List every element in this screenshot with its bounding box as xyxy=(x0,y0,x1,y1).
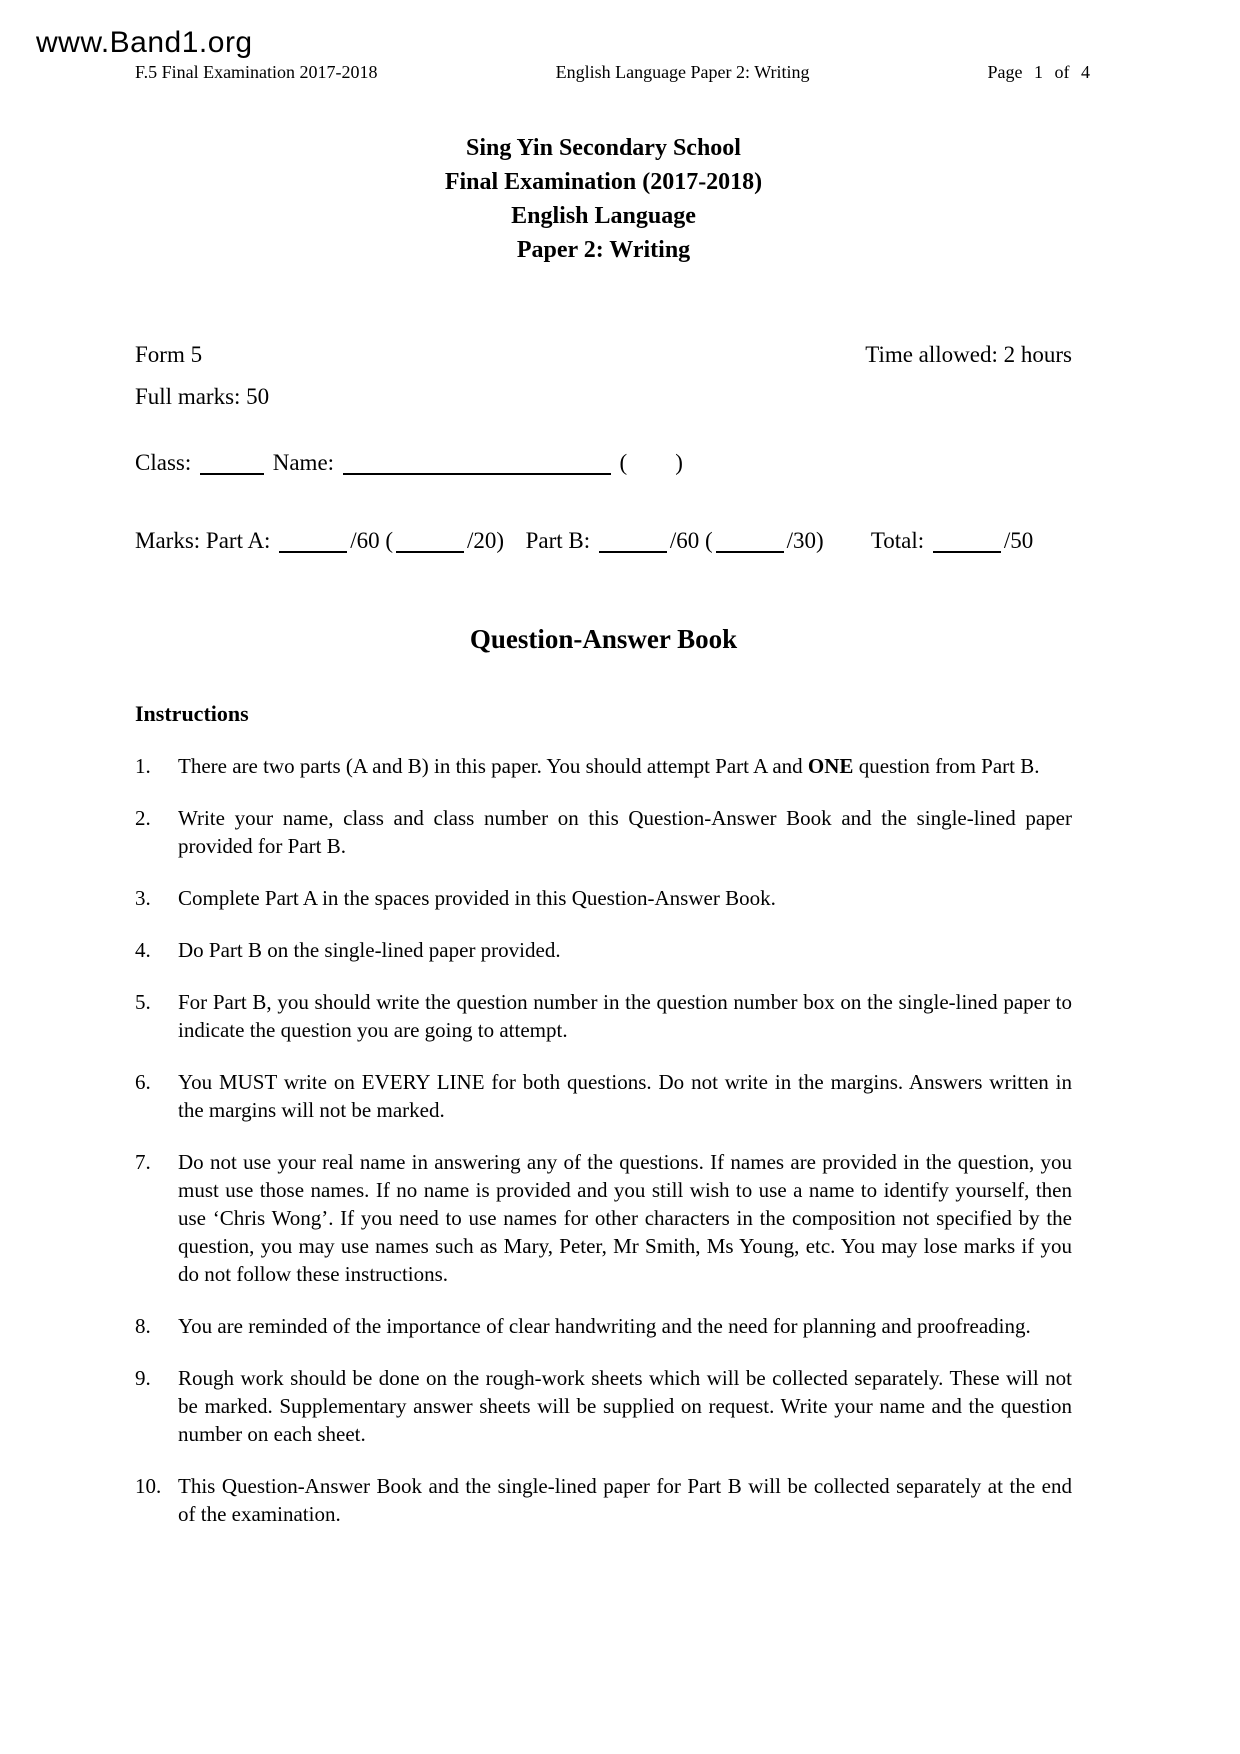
item-number: 3. xyxy=(135,886,151,910)
instruction-item-7 xyxy=(135,1148,1072,1288)
part-b-per60: /60 ( xyxy=(669,528,713,553)
item-text: You are reminded of the importance of clear handwriting and the need for planning and proofreading. xyxy=(178,1314,1031,1338)
part-b-mark-blank xyxy=(599,528,667,553)
item-number: 8. xyxy=(135,1314,151,1338)
class-number-paren-open: ( xyxy=(619,450,628,475)
part-b-per30: /30) xyxy=(786,528,824,553)
item-number: 5. xyxy=(135,990,151,1014)
class-blank-field xyxy=(200,450,264,475)
item-text: You MUST write on EVERY LINE for both questions. Do not write in the margins. Answers written in the margins will not be marked. xyxy=(178,1070,1072,1122)
marks-part-a-label: Marks: Part A: xyxy=(135,528,271,553)
site-watermark: www.Band1.org xyxy=(36,26,253,59)
class-number-paren-close: ) xyxy=(675,450,683,475)
item-text: Do not use your real name in answering any of the questions. If names are provided in the question, you must use those names. If no name is provided and you still wish to use a name to identify yourself, then use ‘Chris Wong’. If you need to use names for other characters in the composition not specified by the question, you may use names such as Mary, Peter, Mr Smith, Ms Young, etc. You may lose marks if you do not follow these instructions. xyxy=(178,1150,1072,1286)
instructions-heading: Instructions xyxy=(135,701,249,726)
part-a-per20: /20) xyxy=(467,528,505,553)
subject-name: English Language xyxy=(511,203,696,229)
header-page-number: Page 1 of 4 xyxy=(987,62,1090,82)
title-block xyxy=(135,131,1072,267)
part-b-label: Part B: xyxy=(525,528,591,553)
part-a-sub-mark-blank xyxy=(396,528,464,553)
time-allowed-label: Time allowed: 2 hours xyxy=(865,342,1072,367)
item-number: 7. xyxy=(135,1150,151,1174)
part-a-mark-blank xyxy=(279,528,347,553)
total-mark-blank xyxy=(933,528,1001,553)
marks-row xyxy=(135,528,1072,554)
class-name-row xyxy=(135,450,1072,476)
instruction-item-4 xyxy=(135,936,1072,964)
item-number: 1. xyxy=(135,754,151,778)
name-blank-field xyxy=(343,450,611,475)
form-label: Form 5 xyxy=(135,342,203,367)
instruction-item-1 xyxy=(135,752,1072,780)
total-per50: /50 xyxy=(1003,528,1034,553)
full-marks-label: Full marks: 50 xyxy=(135,384,270,409)
instruction-item-3 xyxy=(135,884,1072,912)
part-a-per60: /60 ( xyxy=(350,528,394,553)
total-label: Total: xyxy=(870,528,925,553)
item-number: 6. xyxy=(135,1070,151,1094)
page-header xyxy=(135,62,1090,83)
book-title: Question-Answer Book xyxy=(469,624,738,654)
paper-name: Paper 2: Writing xyxy=(516,237,691,263)
item-text: Do Part B on the single-lined paper provided. xyxy=(178,938,561,962)
instruction-item-9 xyxy=(135,1364,1072,1448)
emphasis-one: ONE xyxy=(807,754,854,778)
instructions-section xyxy=(135,700,1072,1528)
item-text: Complete Part A in the spaces provided in this Question-Answer Book. xyxy=(178,886,776,910)
header-exam-info: F.5 Final Examination 2017-2018 xyxy=(135,62,378,82)
item-number: 2. xyxy=(135,806,151,830)
instruction-item-10 xyxy=(135,1472,1072,1528)
item-text: Write your name, class and class number on this Question-Answer Book and the single-lined paper provided for Part B. xyxy=(178,806,1072,858)
instruction-item-6 xyxy=(135,1068,1072,1124)
class-label: Class: xyxy=(135,450,192,475)
item-text: For Part B, you should write the question number in the question number box on the single-lined paper to indicate the question you are going to attempt. xyxy=(178,990,1072,1042)
item-number: 10. xyxy=(135,1474,162,1498)
item-text: Rough work should be done on the rough-work sheets which will be collected separately. These will not be marked. Supplementary answer sheets will be supplied on request. Write your name and the question number on each sheet. xyxy=(178,1366,1072,1446)
instruction-item-2 xyxy=(135,804,1072,860)
item-number: 4. xyxy=(135,938,151,962)
header-paper-title: English Language Paper 2: Writing xyxy=(555,62,810,82)
item-text: There are two parts (A and B) in this paper. You should attempt Part A and ONE question from Part B. xyxy=(178,754,1040,778)
school-name: Sing Yin Secondary School xyxy=(466,135,741,161)
item-number: 9. xyxy=(135,1366,151,1390)
part-b-sub-mark-blank xyxy=(716,528,784,553)
form-time-row xyxy=(135,342,1072,368)
item-text: This Question-Answer Book and the single-lined paper for Part B will be collected separately at the end of the examination. xyxy=(178,1474,1072,1526)
name-label: Name: xyxy=(272,450,335,475)
instruction-item-5 xyxy=(135,988,1072,1044)
exam-name: Final Examination (2017-2018) xyxy=(444,169,763,195)
instruction-item-8 xyxy=(135,1312,1072,1340)
